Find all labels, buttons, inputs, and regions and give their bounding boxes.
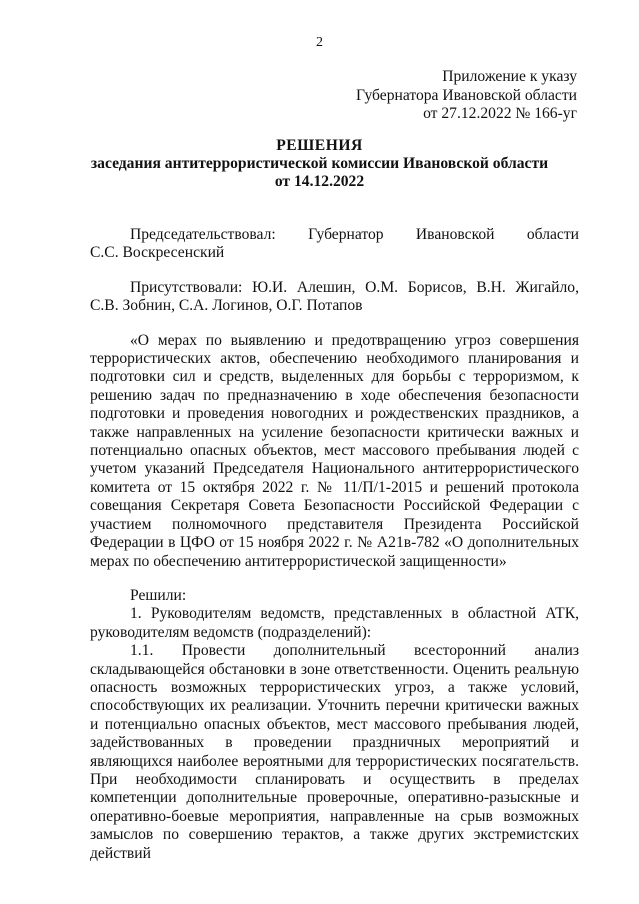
page-number: 2	[316, 35, 323, 50]
decided-heading: Решили:	[130, 586, 187, 604]
present-line: С.В. Зобнин, С.А. Логинов, О.Г. Потапов	[90, 297, 363, 315]
decision-item: 1. Руководителям ведомств, представленных в областной АТК, руководителям ведомств (подразделений):	[90, 605, 579, 641]
chair-label: Председательствовал:	[130, 226, 276, 243]
present-line: Присутствовали: Ю.И. Алешин, О.М. Борисов, В.Н. Жигайло,	[130, 278, 579, 296]
document-body	[90, 226, 579, 863]
chair-name: С.С. Воскресенский	[90, 244, 225, 262]
chair-word: области	[526, 226, 579, 243]
chair-line	[90, 226, 579, 244]
appendix-line: Приложение к указу	[442, 68, 577, 85]
chair-word: Ивановской	[415, 226, 495, 243]
appendix-line: от 27.12.2022 № 166-уг	[423, 105, 577, 122]
appendix-line: Губернатора Ивановской области	[356, 86, 577, 104]
chair-word: Губернатор	[308, 226, 384, 243]
appendix-block	[356, 68, 577, 124]
document-subtitle: заседания антитеррористической комиссии Ивановской области	[90, 155, 549, 172]
document-date: от 14.12.2022	[274, 173, 365, 190]
decision-subitem: 1.1. Провести дополнительный всесторонний анализ складывающейся обстановки в зоне ответственности. Оценить реальную опасность возможных террористических угроз, а также условий, способствующих их реализации. Уточнить перечни критически важных и потенциально опасных объектов, мест массового пребывания людей, задействованных в проведении праздничных мероприятий и являющихся наиболее вероятными для террористических посягательств. При необходимости спланировать и осуществить в пределах компетенции дополнительные проверочные, оперативно-разыскные и оперативно-боевые мероприятия, направленные на срыв возможных замыслов по совершению терактов, а также других экстремистских действий	[90, 642, 579, 862]
document-title: РЕШЕНИЯ	[276, 137, 363, 154]
agenda-paragraph: «О мерах по выявлению и предотвращению угроз совершения террористических актов, обеспечению необходимого планирования и подготовки сил и средств, выделенных для борьбы с терроризмом, к решению задач по предназначению в ходе обеспечения безопасности подготовки и проведения новогодних и рождественских праздников, а также направленных на усиление безопасности критически важных и потенциально опасных объектов, мест массового пребывания людей с учетом указаний Председателя Национального антитеррористического комитета от 15 октября 2022 г. № 11/П/1-2015 и решений протокола совещания Секретаря Совета Безопасности Российской Федерации с участием полномочного представителя Президента Российской Федерации в ЦФО от 15 ноября 2022 г. № А21в-782 «О дополнительных мерах по обеспечению антитеррористической защищенности»	[90, 331, 579, 570]
